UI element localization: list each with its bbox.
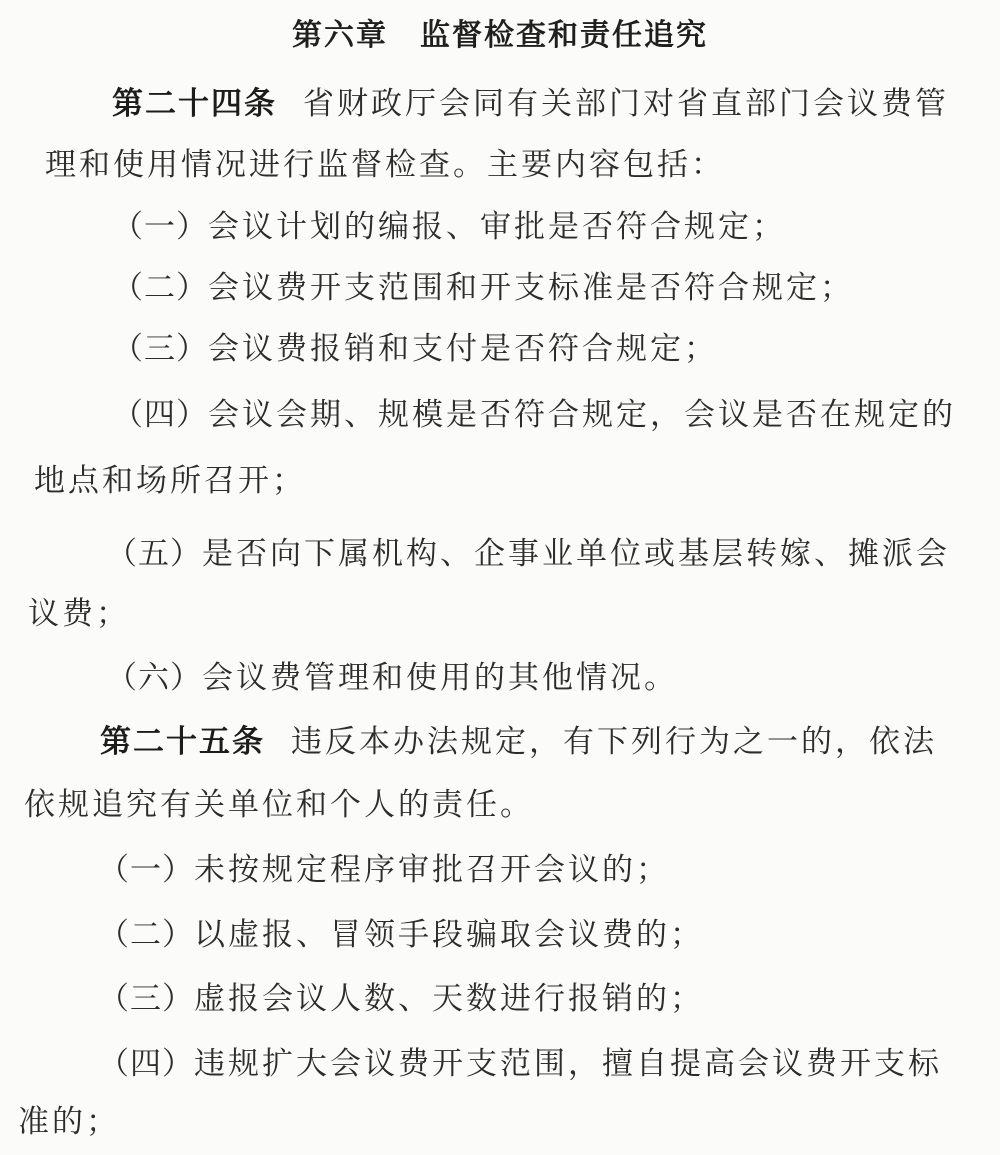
- item-text: 会议计划的编报、审批是否符合规定；: [208, 209, 786, 245]
- item-number: （四）: [112, 397, 208, 433]
- item-text: 会议会期、规模是否符合规定，会议是否在规定的: [208, 397, 956, 433]
- article-24-item-5-continuation: 议费；: [28, 596, 130, 632]
- article-24-item-1: [112, 205, 786, 249]
- article-25-text-line1: 违反本办法规定，有下列行为之一的，依法: [291, 724, 937, 760]
- article-24-item-4: [112, 393, 956, 437]
- article-25-first-line: [100, 720, 937, 764]
- article-25-item-2: [98, 913, 704, 957]
- article-24-label: 第二十四条: [112, 86, 277, 122]
- article-25-label: 第二十五条: [100, 724, 265, 760]
- article-24-item-4-continuation: 地点和场所召开；: [34, 463, 306, 499]
- article-25-item-4: [98, 1042, 942, 1086]
- item-text: 会议费开支范围和开支标准是否符合规定；: [208, 270, 854, 306]
- article-24-item-5: [106, 532, 950, 576]
- item-number: （二）: [112, 270, 208, 306]
- item-number: （二）: [98, 917, 194, 953]
- article-24-text-line1: 省财政厅会同有关部门对省直部门会议费管: [303, 86, 949, 122]
- item-number: （三）: [98, 981, 194, 1017]
- article-24-item-2: [112, 266, 854, 310]
- item-number: （三）: [112, 331, 208, 367]
- article-24-item-3: [112, 327, 718, 371]
- article-25-item-1: [98, 848, 670, 892]
- item-number: （一）: [112, 209, 208, 245]
- item-number: （四）: [98, 1046, 194, 1082]
- article-24-item-6: [106, 656, 678, 700]
- item-number: （一）: [98, 852, 194, 888]
- item-text: 是否向下属机构、企事业单位或基层转嫁、摊派会: [202, 536, 950, 572]
- article-25-item-3: [98, 977, 704, 1021]
- item-number: （五）: [106, 536, 202, 572]
- item-text: 虚报会议人数、天数进行报销的；: [194, 981, 704, 1017]
- article-24-first-line: [112, 82, 949, 126]
- article-24-text-line2: 理和使用情况进行监督检查。主要内容包括：: [45, 147, 725, 183]
- article-25-item-4-continuation: 准的；: [18, 1104, 120, 1140]
- item-number: （六）: [106, 660, 202, 696]
- chapter-title: 第六章 监督检查和责任追究: [292, 18, 708, 53]
- item-text: 违规扩大会议费开支范围，擅自提高会议费开支标: [194, 1046, 942, 1082]
- item-text: 以虚报、冒领手段骗取会议费的；: [194, 917, 704, 953]
- item-text: 会议费管理和使用的其他情况。: [202, 660, 678, 696]
- article-25-text-line2: 依规追究有关单位和个人的责任。: [24, 787, 534, 823]
- item-text: 会议费报销和支付是否符合规定；: [208, 331, 718, 367]
- item-text: 未按规定程序审批召开会议的；: [194, 852, 670, 888]
